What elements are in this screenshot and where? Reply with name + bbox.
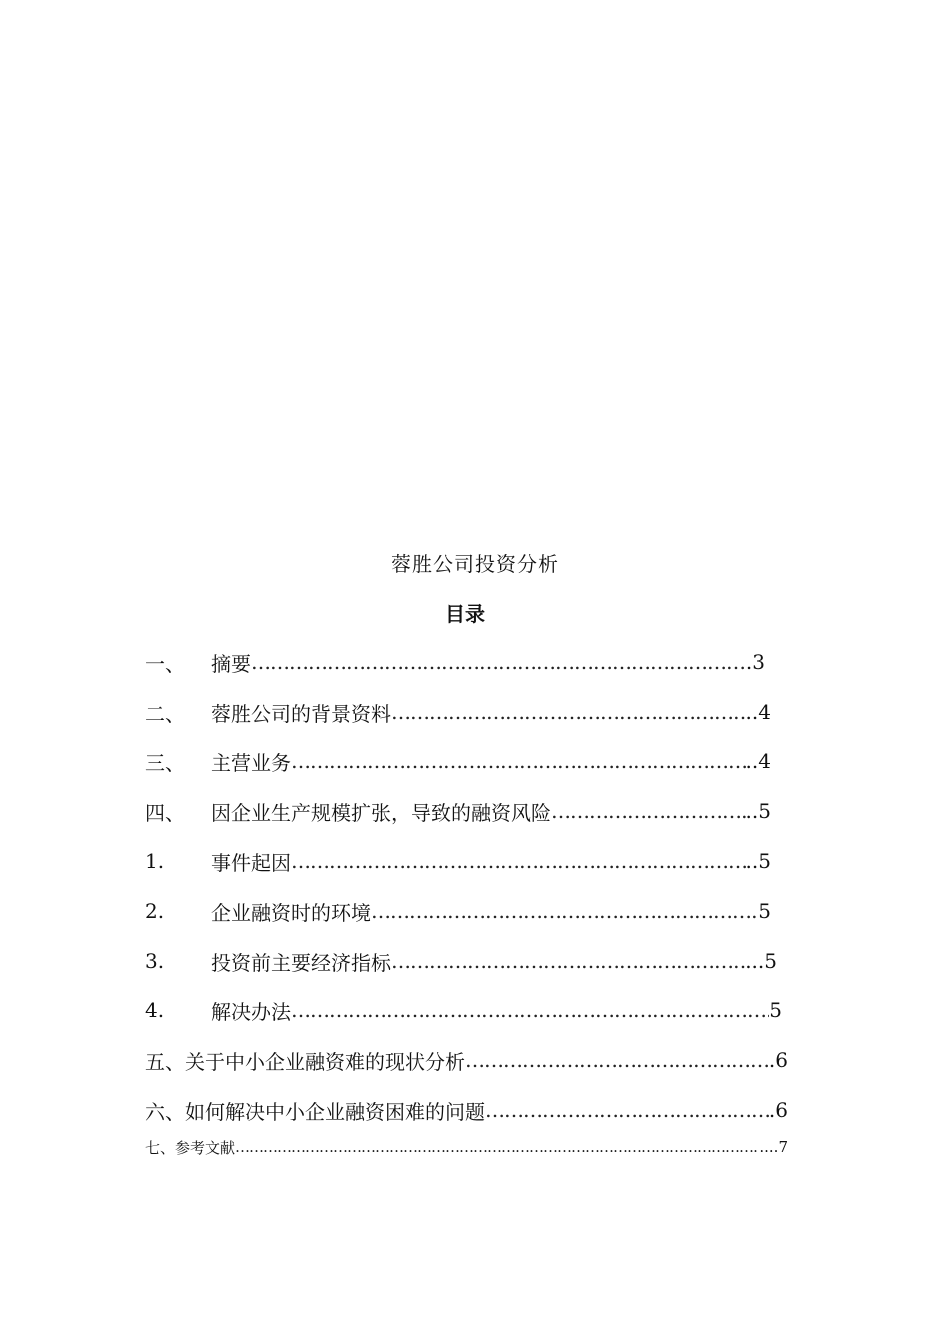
toc-page: .6 xyxy=(768,1048,788,1072)
toc-number: 六、 xyxy=(145,1099,185,1124)
toc-entry[interactable] xyxy=(145,697,771,727)
toc-text: 企业融资时的环境 xyxy=(211,900,371,925)
toc-entry[interactable] xyxy=(145,647,765,677)
toc-page: ....7 xyxy=(759,1138,788,1156)
toc-number: 一、 xyxy=(145,651,185,676)
toc-text: 摘要 xyxy=(211,651,251,676)
toc-page: ..4 xyxy=(745,700,771,724)
toc-page: .6 xyxy=(768,1098,788,1122)
dot-leader xyxy=(485,1098,769,1122)
dot-leader xyxy=(391,700,746,724)
toc-number: 4. xyxy=(145,998,165,1022)
toc-text: 如何解决中小企业融资困难的问题 xyxy=(185,1099,485,1124)
toc-entry[interactable] xyxy=(145,746,771,776)
toc-entry[interactable] xyxy=(145,1132,788,1162)
toc-entry[interactable] xyxy=(145,846,771,876)
toc-number: 三、 xyxy=(145,750,185,775)
toc-text: 蓉胜公司的背景资料 xyxy=(211,701,391,726)
dot-leader xyxy=(465,1048,769,1072)
toc-text: 主营业务 xyxy=(211,750,291,775)
toc-heading: 目录 xyxy=(445,602,485,626)
toc-number: 五、 xyxy=(145,1049,185,1074)
toc-text: 关于中小企业融资难的现状分析 xyxy=(185,1049,465,1074)
dot-leader xyxy=(291,998,769,1022)
toc-number: 2. xyxy=(145,899,165,923)
toc-number: 七、 xyxy=(145,1138,176,1157)
dot-leader xyxy=(371,899,758,923)
toc-page: 5 xyxy=(769,998,782,1022)
toc-entry[interactable] xyxy=(145,1095,788,1125)
toc-text: 投资前主要经济指标 xyxy=(211,950,391,975)
toc-number: 四、 xyxy=(145,800,185,825)
toc-page: ..5 xyxy=(745,799,771,823)
toc-text: 因企业生产规模扩张，导致的融资风险 xyxy=(211,800,551,825)
dot-leader xyxy=(391,949,745,973)
toc-page: 5 xyxy=(758,899,771,923)
toc-page: ...5 xyxy=(745,949,777,973)
toc-page: ..4 xyxy=(745,749,771,773)
toc-page: .3 xyxy=(745,650,765,674)
dot-leader xyxy=(235,1138,759,1156)
document-title: 蓉胜公司投资分析 xyxy=(391,552,559,576)
dot-leader xyxy=(551,799,746,823)
toc-entry[interactable] xyxy=(145,946,777,976)
dot-leader xyxy=(251,650,746,674)
toc-entry[interactable] xyxy=(145,995,782,1025)
dot-leader xyxy=(291,749,746,773)
toc-text: 解决办法 xyxy=(211,999,291,1024)
toc-entry[interactable] xyxy=(145,1045,788,1075)
dot-leader xyxy=(291,849,746,873)
toc-number: 1. xyxy=(145,849,165,873)
toc-text: 事件起因 xyxy=(211,850,291,875)
toc-page: ..5 xyxy=(745,849,771,873)
toc-number: 二、 xyxy=(145,701,185,726)
toc-entry[interactable] xyxy=(145,796,771,826)
toc-entry[interactable] xyxy=(145,896,771,926)
toc-number: 3. xyxy=(145,949,165,973)
toc-text: 参考文献 xyxy=(175,1138,236,1157)
